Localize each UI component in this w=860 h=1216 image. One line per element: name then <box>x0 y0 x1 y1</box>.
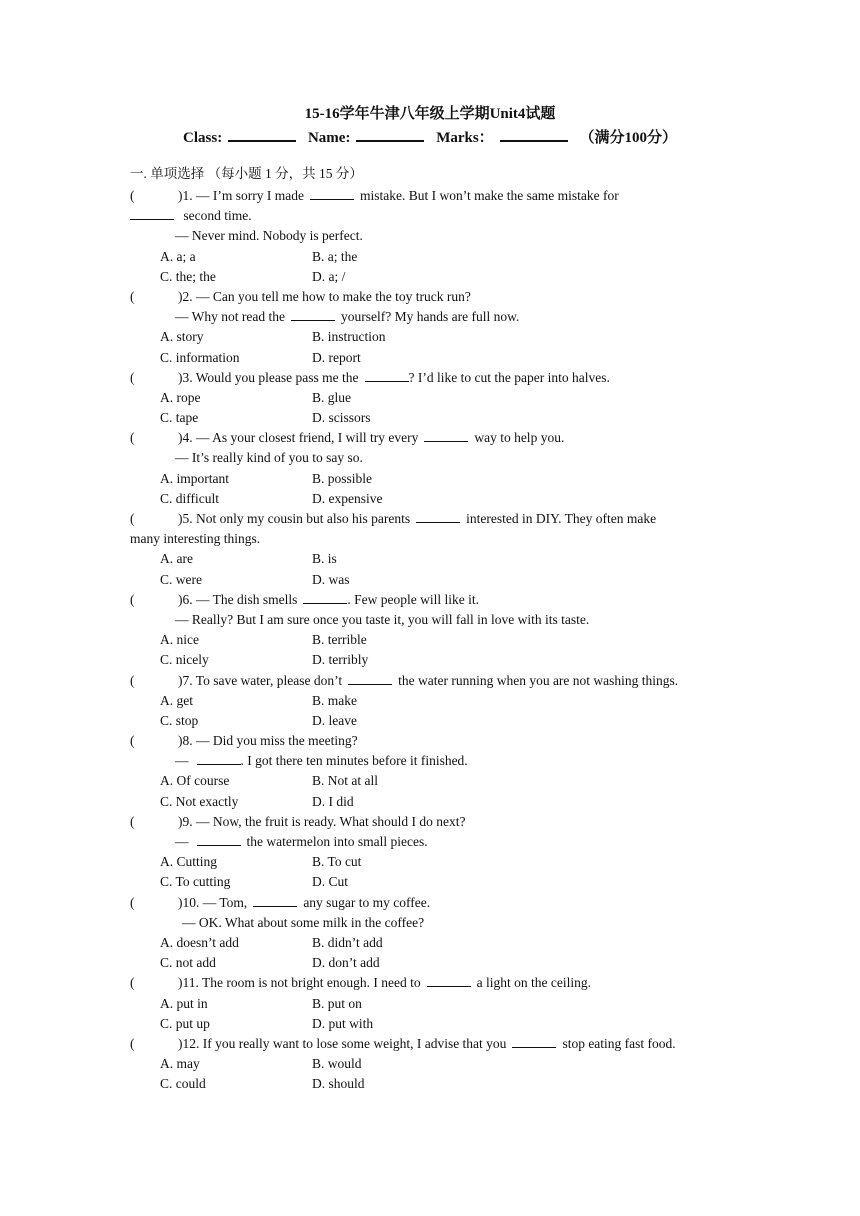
answer-bracket[interactable]: ( <box>130 430 135 446</box>
answer-blank <box>310 187 354 200</box>
option-b: B. Not at all <box>312 773 378 789</box>
option-c: C. difficult <box>160 490 219 506</box>
option-c: C. information <box>160 349 240 365</box>
exam-title: 15-16学年牛津八年级上学期Unit4试题 <box>304 106 556 122</box>
answer-blank <box>416 510 460 523</box>
option-a: A. may <box>160 1056 200 1072</box>
option-c: C. tape <box>160 410 199 426</box>
option-b: B. didn’t add <box>312 934 383 950</box>
options-row <box>130 1014 730 1034</box>
question-7-line-1: ( )7. To save water, please don’t the water running when you are not washing things. <box>130 671 730 691</box>
option-c: C. the; the <box>160 268 216 284</box>
answer-bracket[interactable]: ( <box>130 672 135 688</box>
options-row <box>130 469 730 489</box>
option-a: A. nice <box>160 632 199 648</box>
option-b: B. is <box>312 551 337 567</box>
option-b: B. To cut <box>312 854 362 870</box>
question-9-line-2: — the watermelon into small pieces. <box>175 834 428 849</box>
answer-bracket[interactable]: ( <box>130 894 135 910</box>
question-1-line-2: second time. <box>130 206 730 226</box>
option-b: B. make <box>312 692 357 708</box>
options-row <box>130 650 730 670</box>
answer-bracket[interactable]: ( <box>130 511 135 526</box>
question-4-line-2: — It’s really kind of you to say so. <box>175 450 363 466</box>
option-a: A. Of course <box>160 773 230 789</box>
option-d: D. was <box>312 571 350 587</box>
answer-bracket[interactable]: ( <box>130 369 135 385</box>
option-d: D. I did <box>312 793 354 809</box>
question-3-line-1: ( )3. Would you please pass me the ? I’d like to cut the paper into halves. <box>130 368 730 388</box>
options-row <box>130 691 730 711</box>
option-c: C. Not exactly <box>160 793 239 809</box>
options-row <box>130 267 730 287</box>
answer-bracket[interactable]: ( <box>130 813 135 829</box>
option-d: D. terribly <box>312 652 369 668</box>
option-d: D. leave <box>312 712 357 728</box>
options-row <box>130 953 730 973</box>
marks-label: Marks： <box>436 130 494 146</box>
option-b: B. put on <box>312 995 362 1011</box>
options-row <box>130 247 730 267</box>
option-c: C. To cutting <box>160 874 231 890</box>
answer-bracket[interactable]: ( <box>130 975 135 991</box>
answer-blank <box>365 369 409 382</box>
question-5-line-2: many interesting things. <box>130 531 261 547</box>
answer-bracket[interactable]: ( <box>130 1035 135 1051</box>
options-row <box>130 489 730 509</box>
option-a: A. Cutting <box>160 854 218 870</box>
options-row <box>130 933 730 953</box>
question-8-line-1: ( )8. — Did you miss the meeting? <box>130 731 730 751</box>
options-row <box>130 408 730 428</box>
option-a: A. get <box>160 692 193 708</box>
answer-blank <box>197 833 241 846</box>
options-row <box>130 1074 730 1094</box>
question-list <box>130 186 730 1094</box>
option-b: B. terrible <box>312 632 367 648</box>
option-d: D. put with <box>312 1015 374 1031</box>
option-a: A. doesn’t add <box>160 934 239 950</box>
options-row <box>130 872 730 892</box>
option-b: B. instruction <box>312 329 386 345</box>
option-d: D. should <box>312 1076 365 1092</box>
answer-bracket[interactable]: ( <box>130 591 135 607</box>
question-5-line-1: ( )5. Not only my cousin but also his parents interested in DIY. They often make <box>130 509 730 529</box>
answer-blank <box>197 752 241 765</box>
option-c: C. could <box>160 1076 206 1092</box>
answer-blank <box>303 591 347 604</box>
question-8-line-2: — . I got there ten minutes before it finished. <box>175 753 468 769</box>
question-2-line-2: — Why not read the yourself? My hands are full now. <box>175 309 520 325</box>
option-d: D. scissors <box>312 410 371 426</box>
options-row <box>130 771 730 791</box>
answer-bracket[interactable]: ( <box>130 288 135 304</box>
options-row <box>130 327 730 347</box>
answer-blank <box>424 429 468 442</box>
option-b: B. a; the <box>312 248 358 264</box>
answer-blank <box>253 894 297 907</box>
question-1-line-3: — Never mind. Nobody is perfect. <box>175 228 363 244</box>
question-4-line-1: ( )4. — As your closest friend, I will try every way to help you. <box>130 428 730 448</box>
option-a: A. are <box>160 551 193 567</box>
class-label: Class: <box>183 130 223 146</box>
question-10-line-1: ( )10. — Tom, any sugar to my coffee. <box>130 893 730 913</box>
answer-blank <box>130 207 174 220</box>
options-row <box>130 1054 730 1074</box>
option-b: B. possible <box>312 470 373 486</box>
option-a: A. rope <box>160 389 201 405</box>
options-row <box>130 570 730 590</box>
answer-bracket[interactable]: ( <box>130 733 135 749</box>
option-a: A. put in <box>160 995 208 1011</box>
options-row <box>130 792 730 812</box>
option-c: C. were <box>160 571 202 587</box>
options-row <box>130 348 730 368</box>
answer-bracket[interactable]: ( <box>130 188 135 203</box>
question-9-line-1: ( )9. — Now, the fruit is ready. What should I do next? <box>130 812 730 832</box>
option-a: A. story <box>160 329 204 345</box>
option-a: A. a; a <box>160 248 196 264</box>
option-d: D. report <box>312 349 361 365</box>
question-2-line-1: ( )2. — Can you tell me how to make the toy truck run? <box>130 287 730 307</box>
question-11-line-1: ( )11. The room is not bright enough. I need to a light on the ceiling. <box>130 973 730 993</box>
option-b: B. glue <box>312 389 351 405</box>
section-title: 一. 单项选择 （每小题 1 分，共 15 分） <box>130 166 363 181</box>
option-c: C. not add <box>160 955 216 971</box>
name-label: Name: <box>307 130 351 146</box>
option-b: B. would <box>312 1056 362 1072</box>
class-blank[interactable] <box>228 126 296 142</box>
option-d: D. expensive <box>312 490 383 506</box>
options-row <box>130 388 730 408</box>
student-info-line <box>0 126 860 148</box>
answer-blank <box>512 1035 556 1048</box>
option-a: A. important <box>160 470 229 486</box>
full-marks-note: （满分100分） <box>579 130 677 146</box>
question-10-line-2: — OK. What about some milk in the coffee? <box>182 914 425 930</box>
option-c: C. stop <box>160 712 199 728</box>
answer-blank <box>427 974 471 987</box>
question-6-line-1: ( )6. — The dish smells . Few people will like it. <box>130 590 730 610</box>
options-row <box>130 630 730 650</box>
answer-blank <box>291 308 335 321</box>
option-d: D. Cut <box>312 874 349 890</box>
option-d: D. a; / <box>312 268 346 284</box>
question-1-line-1: ( )1. — I’m sorry I made mistake. But I won’t make the same mistake for <box>130 186 730 206</box>
answer-blank <box>348 672 392 685</box>
question-12-line-1: ( )12. If you really want to lose some weight, I advise that you stop eating fast food. <box>130 1034 730 1054</box>
option-d: D. don’t add <box>312 955 380 971</box>
name-blank[interactable] <box>356 126 424 142</box>
options-row <box>130 994 730 1014</box>
options-row <box>130 852 730 872</box>
question-6-line-2: — Really? But I am sure once you taste it, you will fall in love with its taste. <box>175 611 590 627</box>
option-c: C. put up <box>160 1015 210 1031</box>
marks-blank[interactable] <box>500 126 568 142</box>
options-row <box>130 711 730 731</box>
option-c: C. nicely <box>160 652 209 668</box>
options-row <box>130 549 730 569</box>
